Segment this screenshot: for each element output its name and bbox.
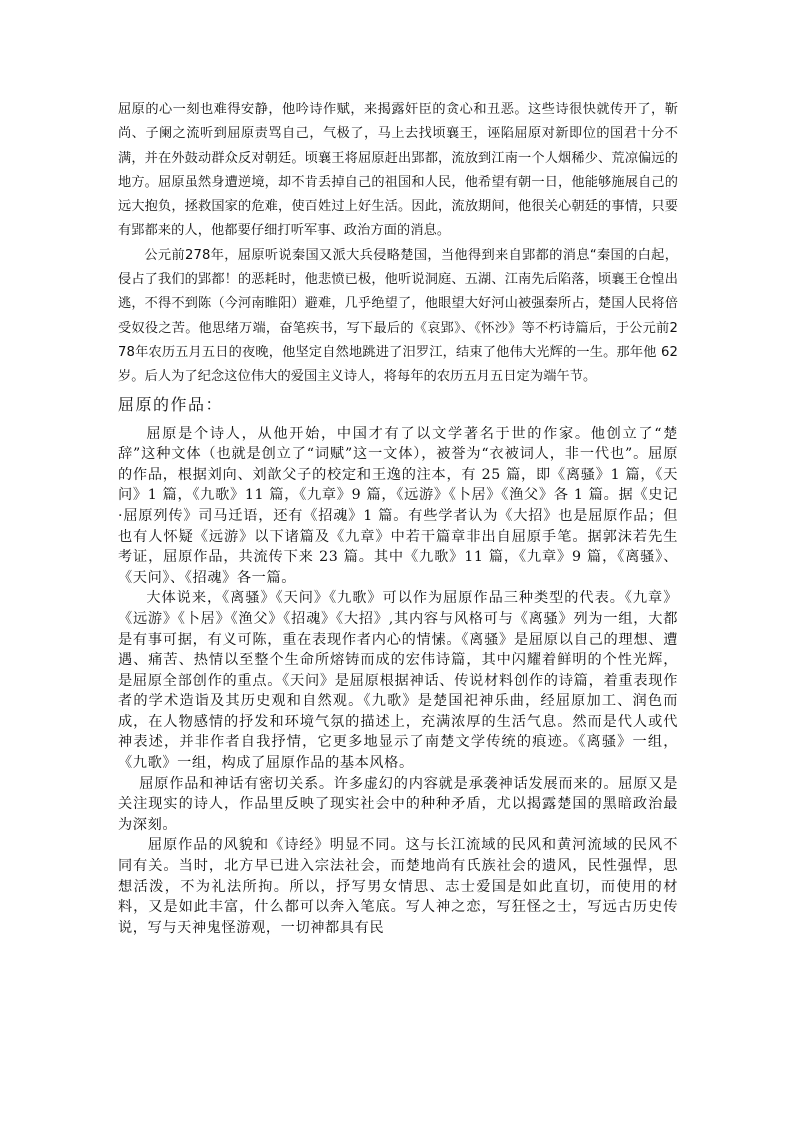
works-paragraph-4: 屈原作品的风貌和《诗经》明显不同。这与长江流域的民风和黄河流域的民风不同有关。当时，北方早已进入宗法社会，而楚地尚有氏族社会的遗风，民性强悍，思想活泼，不为礼法所拘。所以，抒写男女情思、志士爱国是如此直切，而使用的材料，又是如此丰富，什么都可以奔入笔底。写人神之恋，写狂怪之士，写远古历史传说，写与天神鬼怪游观，一切神都具有民 xyxy=(118,837,678,936)
document-page xyxy=(118,98,678,938)
works-paragraph-3: 屈原作品和神话有密切关系。许多虚幻的内容就是承袭神话发展而来的。屈原又是关注现实的诗人，作品里反映了现实社会中的种种矛盾，尤以揭露楚国的黑暗政治最为深刻。 xyxy=(118,775,678,833)
biography-paragraph-2: 公元前278年，屈原听说秦国又派大兵侵略楚国，当他得到来自郢都的消息“秦国的白起，侵占了我们的郢都！的恶耗时，他悲愤已极，他听说洞庭、五湖、江南先后陷落，顷襄王仓惶出逃，不得不到陈（今河南睢阳）避难，几乎绝望了，他眼望大好河山被强秦所占，楚国人民将倍受奴役之苦。他思绪万端，奋笔疾书，写下最后的《哀郢》、《怀沙》等不朽诗篇后，于公元前278年农历五月五日的夜晚，他坚定自然地跳进了汨罗江，结束了他伟大光辉的一生。那年他 62 岁。后人为了纪念这位伟大的爱国主义诗人，将每年的农历五月五日定为端午节。 xyxy=(118,247,678,385)
works-section xyxy=(118,424,678,939)
biography-section xyxy=(118,98,678,390)
works-paragraph-1: 屈原是个诗人，从他开始，中国才有了以文学著名于世的作家。他创立了“楚辞”这种文体（也就是创立了“词赋”这一文体），被誉为“衣被词人，非一代也”。屈原的作品，根据刘向、刘歆父子的校定和王逸的注本，有 25 篇，即《离骚》1 篇，《天问》1 篇，《九歌》11 篇，《九章》9 篇，《远游》《卜居》《渔父》各 1 篇。据《史记·屈原列传》司马迁语，还有《招魂》1 篇。有些学者认为《大招》也是屈原作品；但也有人怀疑《远游》以下诸篇及《九章》中若干篇章非出自屈原手笔。据郭沫若先生考证，屈原作品，共流传下来 23 篇。其中《九歌》11 篇，《九章》9 篇，《离骚》、《天问》、《招魂》各一篇。 xyxy=(118,425,678,586)
works-paragraph-2: 大体说来，《离骚》《天问》《九歌》可以作为屈原作品三种类型的代表。《九章》《远游》《卜居》《渔父》《招魂》《大招》,其内容与风格可与《离骚》列为一组，大都是有事可据，有义可陈，重在表现作者内心的情愫。《离骚》是屈原以自己的理想、遭遇、痛苦、热情以至整个生命所熔铸而成的宏伟诗篇，其中闪耀着鲜明的个性光辉，是屈原全部创作的重点。《天问》是屈原根据神话、传说材料创作的诗篇，着重表现作者的学术造诣及其历史观和自然观。《九歌》是楚国祀神乐曲，经屈原加工、润色而成，在人物感情的抒发和环境气氛的描述上，充满浓厚的生活气息。然而是代人或代神表述，并非作者自我抒情，它更多地显示了南楚文学传统的痕迹。《离骚》一组，《九歌》一组，构成了屈原作品的基本风格。 xyxy=(118,590,678,772)
section-heading-works: 屈原的作品： xyxy=(118,394,224,414)
biography-paragraph-1: 屈原的心一刻也难得安静，他吟诗作赋，来揭露奸臣的贪心和丑恶。这些诗很快就传开了，靳尚、子阑之流听到屈原责骂自己，气极了，马上去找顷襄王，诬陷屈原对新即位的国君十分不满，并在外鼓动群众反对朝廷。顷襄王将屈原赶出郢都，流放到江南一个人烟稀少、荒凉偏远的地方。屈原虽然身遭逆境，却不肯丢掉自己的祖国和人民，他希望有朝一日，他能够施展自己的远大抱负，拯救国家的危难，使百姓过上好生活。因此，流放期间，他很关心朝廷的事情，只要有郢都来的人，他都要仔细打听军事、政治方面的消息。 xyxy=(118,102,678,239)
